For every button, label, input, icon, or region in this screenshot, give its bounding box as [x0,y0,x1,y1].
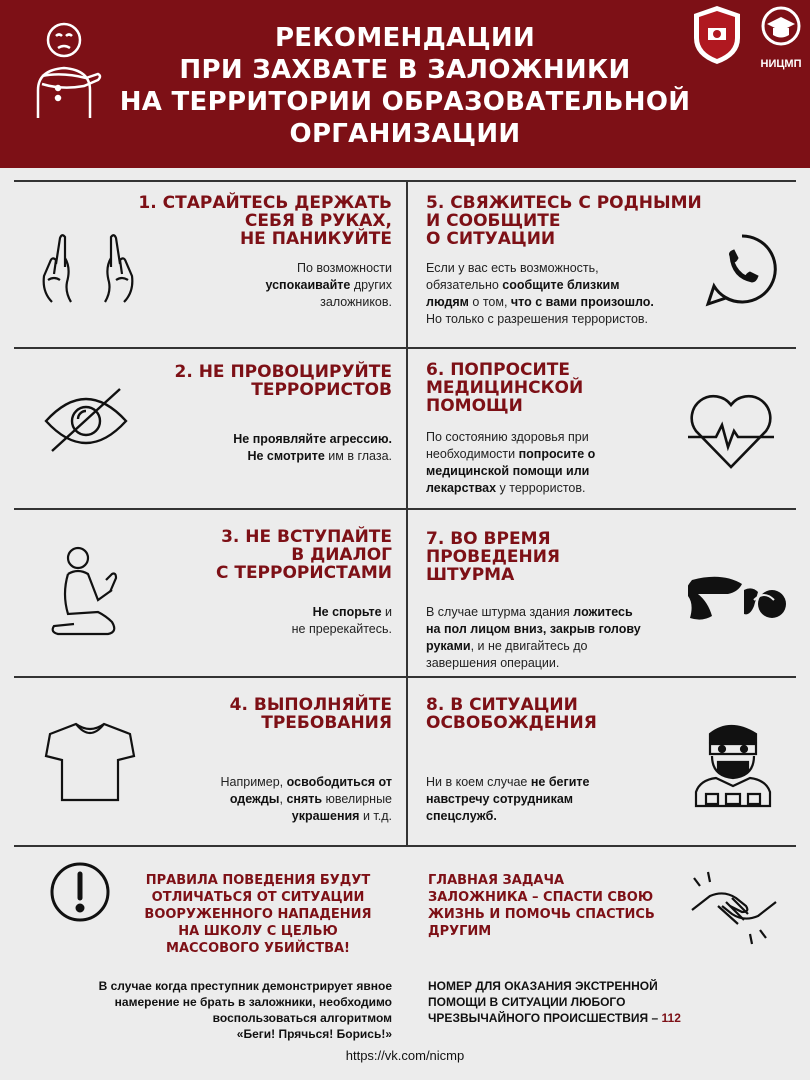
column-divider [406,181,408,845]
footer-emergency-text: НОМЕР ДЛЯ ОКАЗАНИЯ ЭКСТРЕННОЙ ПОМОЩИ В СИТУАЦИИ ЛЮБОГО ЧРЕЗВЫЧАЙНОГО ПРОИСШЕСТВИЯ – 112 [428,979,681,1025]
item-text: Не спорьте и не пререкайтесь. [291,605,392,636]
eye-crossed-icon [42,385,130,455]
header-banner [0,0,810,168]
logo-label: НИЦМП [760,58,802,70]
item-text: По состоянию здоровья при необходимости попросите о медицинской помощи или лекарствах у террористов. [426,430,596,495]
tshirt-icon [44,718,136,804]
kneeling-person-icon [50,544,130,644]
item-title: 4. ВЫПОЛНЯЙТЕ ТРЕБОВАНИЯ [229,695,392,733]
recommendation-3 [20,510,392,675]
heart-pulse-icon [686,391,776,471]
exclamation-circle-icon [48,860,112,924]
item-title: 7. ВО ВРЕМЯ ПРОВЕДЕНИЯ ШТУРМА [426,529,561,585]
main-task-text: ГЛАВНАЯ ЗАДАЧА ЗАЛОЖНИКА – СПАСТИ СВОЮ ЖИЗНЬ И ПОМОЧЬ СПАСТИСЬ ДРУГИМ [428,873,655,939]
recommendation-7 [426,510,798,675]
main-task-block [426,848,798,958]
recommendation-5 [426,182,798,346]
item-text: Ни в коем случае не бегите навстречу сотрудникам спецслужб. [426,775,590,823]
divider [14,845,796,847]
item-text: В случае штурма здания ложитесь на пол лицом вниз, закрыв голову руками, и не двигайтесь до завершения операции. [426,605,641,670]
item-title: 8. В СИТУАЦИИ ОСВОБОЖДЕНИЯ [426,695,597,733]
phone-chat-icon [702,230,782,310]
soldier-icon [688,714,778,810]
item-text: Не проявляйте агрессию. Не смотрите им в глаза. [233,432,392,463]
item-text: По возможности успокаивайте других заложников. [265,261,392,309]
hostage-icon [24,18,104,118]
recommendation-1 [20,182,392,346]
item-text: Если у вас есть возможность, обязательно сообщите близким людям о том, что с вами произошло. Но только с разрешения террористов. [426,261,654,326]
item-text: Например, освободиться от одежды, снять ювелирные украшения и т.д. [220,775,392,823]
recommendation-8 [426,678,798,844]
lying-person-icon [688,570,788,624]
item-title: 1. СТАРАЙТЕСЬ ДЕРЖАТЬ СЕБЯ В РУКАХ, НЕ ПАНИКУЙТЕ [138,193,392,249]
helping-hands-icon [688,866,780,946]
emergency-number: 112 [661,1011,681,1025]
item-title: 6. ПОПРОСИТЕ МЕДИЦИНСКОЙ ПОМОЩИ [426,360,584,416]
emblem-shield-icon [690,4,744,66]
recommendation-4 [20,678,392,844]
nicmp-logo [757,4,805,70]
warning-text: ПРАВИЛА ПОВЕДЕНИЯ БУДУТ ОТЛИЧАТЬСЯ ОТ СИТУАЦИИ ВООРУЖЕННОГО НАПАДЕНИЯ НА ШКОЛУ С ЦЕЛЬЮ МАССОВОГО УБИЙСТВА! [144,873,372,956]
source-link[interactable]: https://vk.com/nicmp [345,1048,465,1063]
graduation-cap-icon [757,4,805,52]
warning-block [20,848,392,958]
recommendation-6 [426,349,798,507]
hands-icon [38,230,138,306]
item-title: 3. НЕ ВСТУПАЙТЕ В ДИАЛОГ С ТЕРРОРИСТАМИ [215,527,392,583]
item-title: 5. СВЯЖИТЕСЬ С РОДНЫМИ И СООБЩИТЕ О СИТУАЦИИ [426,193,702,249]
item-title: 2. НЕ ПРОВОЦИРУЙТЕ ТЕРРОРИСТОВ [174,362,392,400]
footer-algorithm-text: В случае когда преступник демонстрирует явное намерение не брать в заложники, необходимо воспользоваться алгоритмом «Беги! Прячься! Борись!» [98,979,392,1041]
page-title: РЕКОМЕНДАЦИИ ПРИ ЗАХВАТЕ В ЗАЛОЖНИКИ НА ТЕРРИТОРИИ ОБРАЗОВАТЕЛЬНОЙ ОРГАНИЗАЦИИ [119,23,691,149]
recommendation-2 [20,349,392,507]
